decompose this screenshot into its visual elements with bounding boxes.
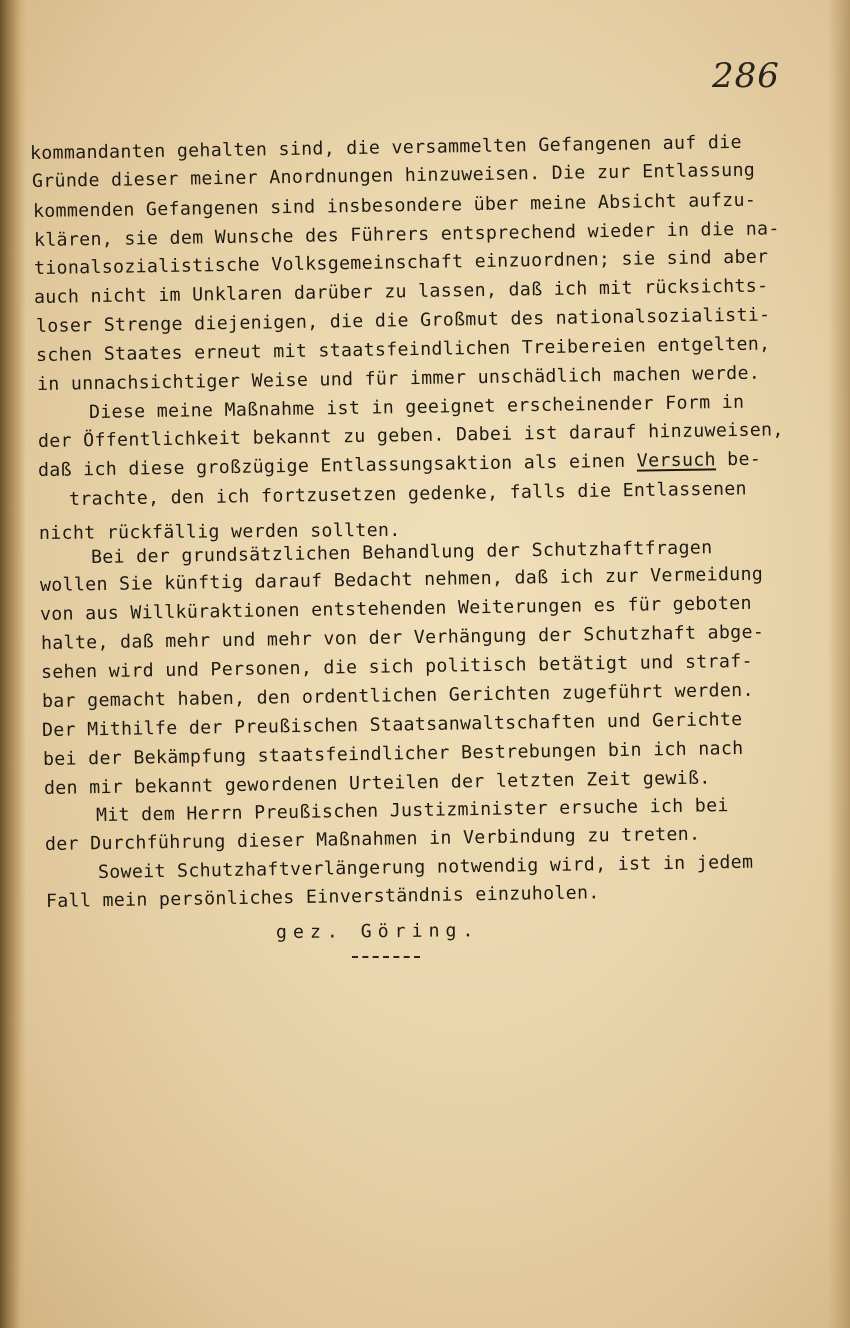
text-line: Fall mein persönliches Einverständnis einzuholen. bbox=[45, 882, 600, 912]
text-line: den mir bekannt gewordenen Urteilen der letzten Zeit gewiß. bbox=[43, 767, 711, 799]
text-line: Gründe dieser meiner Anordnungen hinzuweisen. Die zur Entlassung bbox=[31, 159, 756, 192]
text-line: Der Mithilfe der Preußischen Staatsanwaltschaften und Gerichte bbox=[41, 708, 743, 741]
text-line: nicht rückfällig werden sollten. bbox=[38, 519, 401, 544]
signature-line: gez. Göring. bbox=[275, 920, 480, 943]
text-line: wollen Sie künftig darauf Bedacht nehmen, daß ich zur Vermeidung bbox=[39, 563, 764, 596]
text-line: bar gemacht haben, den ordentlichen Gerichten zugeführt werden. bbox=[41, 679, 754, 712]
text-line: trachte, den ich fortzusetzen gedenke, falls die Entlassenen bbox=[68, 478, 748, 510]
page-right-edge-shadow bbox=[828, 0, 850, 1328]
text-line: klären, sie dem Wunsche des Führers entsprechend wieder in die na- bbox=[33, 218, 780, 251]
text-line-with-emphasis bbox=[37, 448, 762, 481]
text-segment: daß ich diese großzügige Entlassungsaktion als einen bbox=[37, 450, 637, 481]
text-line: auch nicht im Unklaren darüber zu lassen, daß ich mit rücksichts- bbox=[33, 275, 769, 308]
text-line: der Durchführung dieser Maßnahmen in Verbindung zu treten. bbox=[44, 823, 701, 855]
emphasized-word: Versuch bbox=[636, 449, 717, 472]
text-line: loser Strenge diejenigen, die die Großmut des nationalsozialisti- bbox=[35, 304, 771, 337]
text-line: tionalsozialistische Volksgemeinschaft einzuordnen; sie sind aber bbox=[33, 246, 769, 279]
text-line: der Öffentlichkeit bekannt zu geben. Dabei ist darauf hinzuweisen, bbox=[37, 419, 784, 452]
text-line: kommandanten gehalten sind, die versammelten Gefangenen auf die bbox=[29, 131, 742, 164]
page-number: 286 bbox=[712, 56, 780, 96]
text-line: Soweit Schutzhaftverlängerung notwendig wird, ist in jedem bbox=[97, 851, 754, 883]
text-line: Mit dem Herrn Preußischen Justizminister ersuche ich bei bbox=[95, 795, 729, 826]
text-line: halte, daß mehr und mehr von der Verhängung der Schutzhaft abge- bbox=[40, 621, 765, 654]
text-line: in unnachsichtiger Weise und für immer unschädlich machen werde. bbox=[36, 362, 761, 395]
text-segment: be- bbox=[715, 448, 762, 471]
text-line: von aus Willküraktionen entstehenden Weiterungen es für geboten bbox=[39, 592, 752, 625]
closing-dash-rule bbox=[352, 956, 420, 958]
page-left-edge-shadow bbox=[0, 0, 26, 1328]
text-line: schen Staates erneut mit staatsfeindlichen Treibereien entgelten, bbox=[35, 333, 771, 366]
text-line: kommenden Gefangenen sind insbesondere über meine Absicht aufzu- bbox=[32, 189, 757, 222]
text-line: Bei der grundsätzlichen Behandlung der Schutzhaftfragen bbox=[90, 537, 713, 568]
text-line: sehen wird und Personen, die sich politisch betätigt und straf- bbox=[40, 650, 753, 683]
text-line: Diese meine Maßnahme ist in geeignet erscheinender Form in bbox=[88, 391, 745, 423]
text-line: bei der Bekämpfung staatsfeindlicher Bestrebungen bin ich nach bbox=[42, 737, 744, 770]
